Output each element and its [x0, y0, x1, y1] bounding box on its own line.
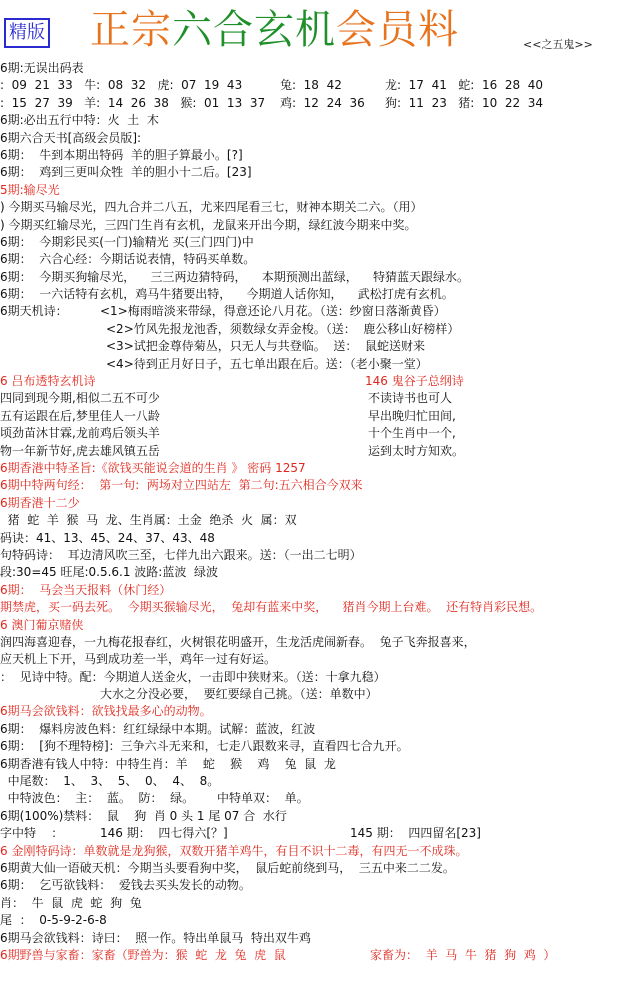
line-column: <2>竹风先报龙池香，须数绿女弄金梭。（送： 鹿公移山好榜样） — [106, 321, 460, 336]
content-list — [0, 60, 621, 964]
line-column: 不读诗书也可人 — [368, 391, 453, 406]
line-column: : 09 21 33 牛: 08 32 虎: 07 19 43 — [0, 78, 243, 93]
content-line: 6期： 马会当天报料（休门经） — [0, 582, 172, 597]
content-line: 6期中特两句经： 第一句: 两场对立四站左 第二句:五六相合今双来 — [0, 478, 363, 493]
content-line — [0, 825, 621, 842]
content-line: 6期六合天书[高级会员版]: — [0, 130, 142, 145]
line-column: 字中特 ： — [0, 826, 64, 841]
line-column: <3>试把金尊侍菊丛，只无人与共登临。 送： 鼠蛇送财来 — [106, 339, 426, 354]
content-line: 中特波色： 主： 蓝。 防： 绿。 中特单双： 单。 — [0, 791, 309, 806]
content-line — [0, 321, 621, 338]
line-column: <1>梅雨暗淡来带绿，得意还论八月花。（送：纱窗日落渐黄昏） — [100, 304, 446, 319]
content-line: 6期： [狗不理特榜]：三争六斗无来和，七走八跟数来寻，直看四七合九开。 — [0, 739, 409, 754]
content-line: 6期:无误出码表 — [0, 61, 84, 75]
content-line: ： 见诗中特。配：今期道人送金火，一击即中狭财来。（送：十拿九稳） — [0, 669, 386, 684]
content-line: 中尾数： 1、 3、 5、 0、 4、 8。 — [0, 774, 220, 789]
content-line: 尾 ： 0-5-9-2-6-8 — [0, 913, 107, 928]
content-line: 6 金刚特码诗：单数就是龙狗猴，双数开猪羊鸡牛，有目不识十二毒，有四无一不成珠。 — [0, 843, 468, 858]
content-line — [0, 443, 621, 460]
line-column: 兔: 18 42 — [280, 78, 342, 93]
edition-badge: 精版 — [4, 18, 50, 48]
content-line: 6期： 今期买狗输尽光， 三三两边猜特码， 本期预测出蓝绿， 特猜蓝天跟绿水。 — [0, 269, 470, 284]
line-column: 6 吕布透特玄机诗 — [0, 374, 96, 389]
header — [0, 0, 621, 60]
content-line — [0, 390, 621, 407]
content-line: ) 今期买马输尽光，四九合并二八五，尤来四尾看三七，财神本期关二六。（用） — [0, 200, 423, 215]
content-line: 段:30=45 旺尾:0.5.6.1 波路:蓝波 绿波 — [0, 565, 218, 580]
line-column: 6期野兽与家畜：家畜（野兽为：猴 蛇 龙 兔 虎 鼠 — [0, 947, 286, 962]
content-line: 句特码诗： 耳边清风吹三至，七伴九出六跟来。送：（一出二七明） — [0, 547, 362, 562]
content-line: 6期： 鸡到三更叫众牲 羊的胆小十二后。[23] — [0, 165, 252, 180]
line-column: 龙: 17 41 蛇: 16 28 40 — [385, 78, 544, 93]
content-line: 6期： 一六话特有玄机，鸡马牛猪要出特， 今期道人话你知， 武松打虎有玄机。 — [0, 287, 454, 302]
line-column: 五有运跟在后,梦里佳人一八龄 — [0, 408, 160, 423]
content-line: 6期:必出五行中特：火 土 木 — [0, 113, 159, 128]
content-line: 6期黄大仙一语破天机：今期当头要看狗中奖， 鼠后蛇前绕到马， 三五中来二二发。 — [0, 860, 455, 875]
content-line: 6期： 乞丐欲钱料： 爱钱去买头发长的动物。 — [0, 878, 251, 893]
line-column: 早出晚归忙田间, — [368, 408, 456, 423]
content-line: 润四海喜迎春，一九梅花报春红，火树银花明盛开，生龙活虎闹新春。 兔子飞奔报喜来， — [0, 634, 476, 649]
title-part: 会员 — [336, 7, 418, 53]
line-column: 狗: 11 23 猪: 10 22 34 — [385, 95, 544, 110]
line-column: 6期天机诗： — [0, 304, 68, 319]
content-line: 猪 蛇 羊 猴 马 龙、生肖属：土金 绝杀 火 属：双 — [0, 513, 297, 528]
line-column: 四同到现今期,相似二五不可少 — [0, 391, 160, 406]
content-line: 6期香港十二少 — [0, 495, 80, 510]
line-column: 顷劲苗沐甘霖,龙前鸡后领头羊 — [0, 426, 160, 441]
content-line — [0, 338, 621, 355]
title-tag: <<之五鬼>> — [523, 38, 593, 51]
title-part: 玄机 — [254, 7, 336, 53]
line-column: 运到太时方知欢。 — [368, 443, 465, 458]
line-column: 大水之分没必要， 要红要绿自己挑。（送：单数中） — [100, 687, 378, 702]
content-line: 6期(100%)禁料： 鼠 狗 肖 0 头 1 尾 07 合 水行 — [0, 808, 287, 823]
content-line: ) 今期买红输尽光，三四门生肖有玄机，龙鼠来开出今期，绿红波今期来中奖。 — [0, 217, 417, 232]
content-line: 码诀：41、13、45、24、37、43、48 — [0, 530, 215, 545]
title-part: 正宗 — [90, 7, 172, 53]
line-column: 146 期： 四七得六[？] — [100, 826, 228, 841]
line-column: 十个生肖中一个, — [368, 426, 456, 441]
content-line — [0, 373, 621, 390]
line-column: <4>待到正月好日子，五七单出跟在后。送：（老小聚一堂） — [106, 356, 428, 371]
content-line — [0, 425, 621, 442]
line-column: 鸡: 12 24 36 — [280, 95, 365, 110]
content-line — [0, 408, 621, 425]
content-line: 应天机上下开，马到成功差一半，鸡年一过有好运。 — [0, 652, 277, 667]
title-part: 料 — [418, 7, 459, 53]
line-column: 146 鬼谷子总纲诗 — [365, 374, 464, 389]
content-line: 6 澳门葡京赌侠 — [0, 617, 84, 632]
content-line — [0, 356, 621, 373]
content-line: 6期马会欲钱料：诗曰： 照一作。特出单鼠马 特出双牛鸡 — [0, 930, 311, 945]
content-line: 6期马会欲钱料：欲钱找最多心的动物。 — [0, 704, 212, 719]
content-line — [0, 686, 621, 703]
line-column: 物一年新节好,虎去雄风镇五岳 — [0, 443, 160, 458]
content-line: 6期： 六合心经：今期话说表情，特码买单数。 — [0, 252, 256, 267]
content-line — [0, 303, 621, 320]
title-part: 六合 — [172, 7, 254, 53]
page-title — [90, 4, 459, 56]
content-line: 6期： 今期彩民买(一门)输精光 买(三门四门)中 — [0, 234, 254, 249]
line-column: : 15 27 39 羊: 14 26 38 猴: 01 13 37 — [0, 95, 266, 110]
content-line — [0, 947, 621, 964]
content-line: 6期： 牛到本期出特码 羊的胆子算最小。[?] — [0, 147, 243, 162]
content-line — [0, 77, 621, 94]
line-column: 145 期： 四四留名[23] — [350, 826, 481, 841]
content-line: 5期:输尽光 — [0, 182, 60, 197]
content-line: 6期香港有钱人中特：中特生肖：羊 蛇 猴 鸡 兔 鼠 龙 — [0, 756, 336, 771]
content-line: 6期香港中特圣旨:《欲钱买能说会道的生肖 》 密码 1257 — [0, 460, 306, 475]
content-line: 肖： 牛 鼠 虎 蛇 狗 兔 — [0, 895, 142, 910]
content-line: 6期： 爆料房波色料：红红绿绿中本期。试解：蓝波，红波 — [0, 721, 316, 736]
content-line — [0, 95, 621, 112]
content-line: 期禁虎，买一码去死。 今期买猴输尽光， 兔却有蓝来中奖， 猪肖今期上台难。 还有特肖彩民想。 — [0, 600, 543, 615]
line-column: 家畜为： 羊 马 牛 猪 狗 鸡 ） — [370, 947, 556, 962]
